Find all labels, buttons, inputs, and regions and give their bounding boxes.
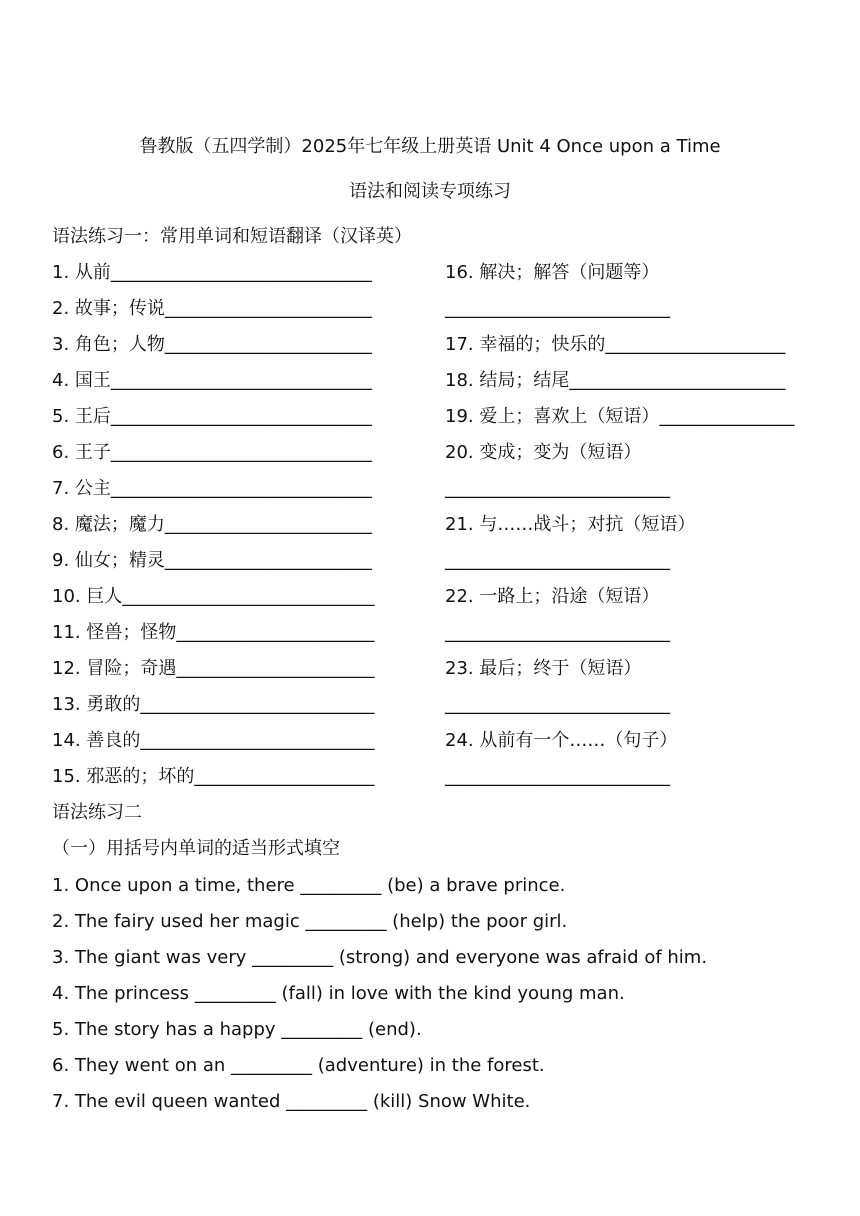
answer-line: _________________________ — [445, 298, 670, 319]
vocab-item: 15. 邪恶的；坏的____________________ — [52, 766, 375, 787]
vocab-item: 23. 最后；终于（短语） — [445, 658, 642, 679]
vocab-item: 12. 冒险；奇遇______________________ — [52, 658, 375, 679]
vocab-item: 19. 爱上；喜欢上（短语）_______________ — [445, 406, 795, 427]
answer-line: _________________________ — [445, 694, 670, 715]
vocab-item: 11. 怪兽；怪物______________________ — [52, 622, 375, 643]
fill-in-item: 1. Once upon a time, there _________ (be) a brave prince. — [52, 875, 566, 896]
answer-line: _________________________ — [445, 766, 670, 787]
vocab-item: 3. 角色；人物_______________________ — [52, 334, 372, 355]
vocab-item: 21. 与……战斗；对抗（短语） — [445, 514, 696, 535]
vocab-item: 7. 公主_____________________________ — [52, 478, 372, 499]
vocab-item: 8. 魔法；魔力_______________________ — [52, 514, 372, 535]
vocab-item: 4. 国王_____________________________ — [52, 370, 372, 391]
vocab-item: 2. 故事；传说_______________________ — [52, 298, 372, 319]
document-subtitle: 语法和阅读专项练习 — [349, 181, 511, 202]
vocab-item: 18. 结局；结尾________________________ — [445, 370, 786, 391]
vocab-item: 16. 解决；解答（问题等） — [445, 262, 660, 283]
exercise2-heading: 语法练习二 — [52, 802, 142, 823]
fill-in-item: 6. They went on an _________ (adventure) in the forest. — [52, 1055, 545, 1076]
vocab-item: 13. 勇敢的__________________________ — [52, 694, 375, 715]
vocab-item: 10. 巨人____________________________ — [52, 586, 375, 607]
vocab-item: 20. 变成；变为（短语） — [445, 442, 642, 463]
fill-in-item: 4. The princess _________ (fall) in love with the kind young man. — [52, 983, 625, 1004]
vocab-item: 14. 善良的__________________________ — [52, 730, 375, 751]
fill-in-item: 7. The evil queen wanted _________ (kill) Snow White. — [52, 1091, 531, 1112]
answer-line: _________________________ — [445, 622, 670, 643]
fill-in-item: 3. The giant was very _________ (strong) and everyone was afraid of him. — [52, 947, 708, 968]
fill-in-item: 5. The story has a happy _________ (end). — [52, 1019, 422, 1040]
answer-line: _________________________ — [445, 550, 670, 571]
exercise2-subheading: （一）用括号内单词的适当形式填空 — [52, 838, 340, 859]
answer-line: _________________________ — [445, 478, 670, 499]
vocab-item: 22. 一路上；沿途（短语） — [445, 586, 660, 607]
fill-in-item: 2. The fairy used her magic _________ (help) the poor girl. — [52, 911, 568, 932]
exercise1-heading: 语法练习一：常用单词和短语翻译（汉译英） — [52, 226, 412, 247]
vocab-item: 24. 从前有一个……（句子） — [445, 730, 678, 751]
vocab-item: 1. 从前_____________________________ — [52, 262, 372, 283]
vocab-item: 6. 王子_____________________________ — [52, 442, 372, 463]
vocab-item: 5. 王后_____________________________ — [52, 406, 372, 427]
document-title: 鲁教版（五四学制）2025年七年级上册英语 Unit 4 Once upon a Time — [139, 136, 721, 157]
vocab-item: 9. 仙女；精灵_______________________ — [52, 550, 372, 571]
vocab-item: 17. 幸福的；快乐的____________________ — [445, 334, 786, 355]
